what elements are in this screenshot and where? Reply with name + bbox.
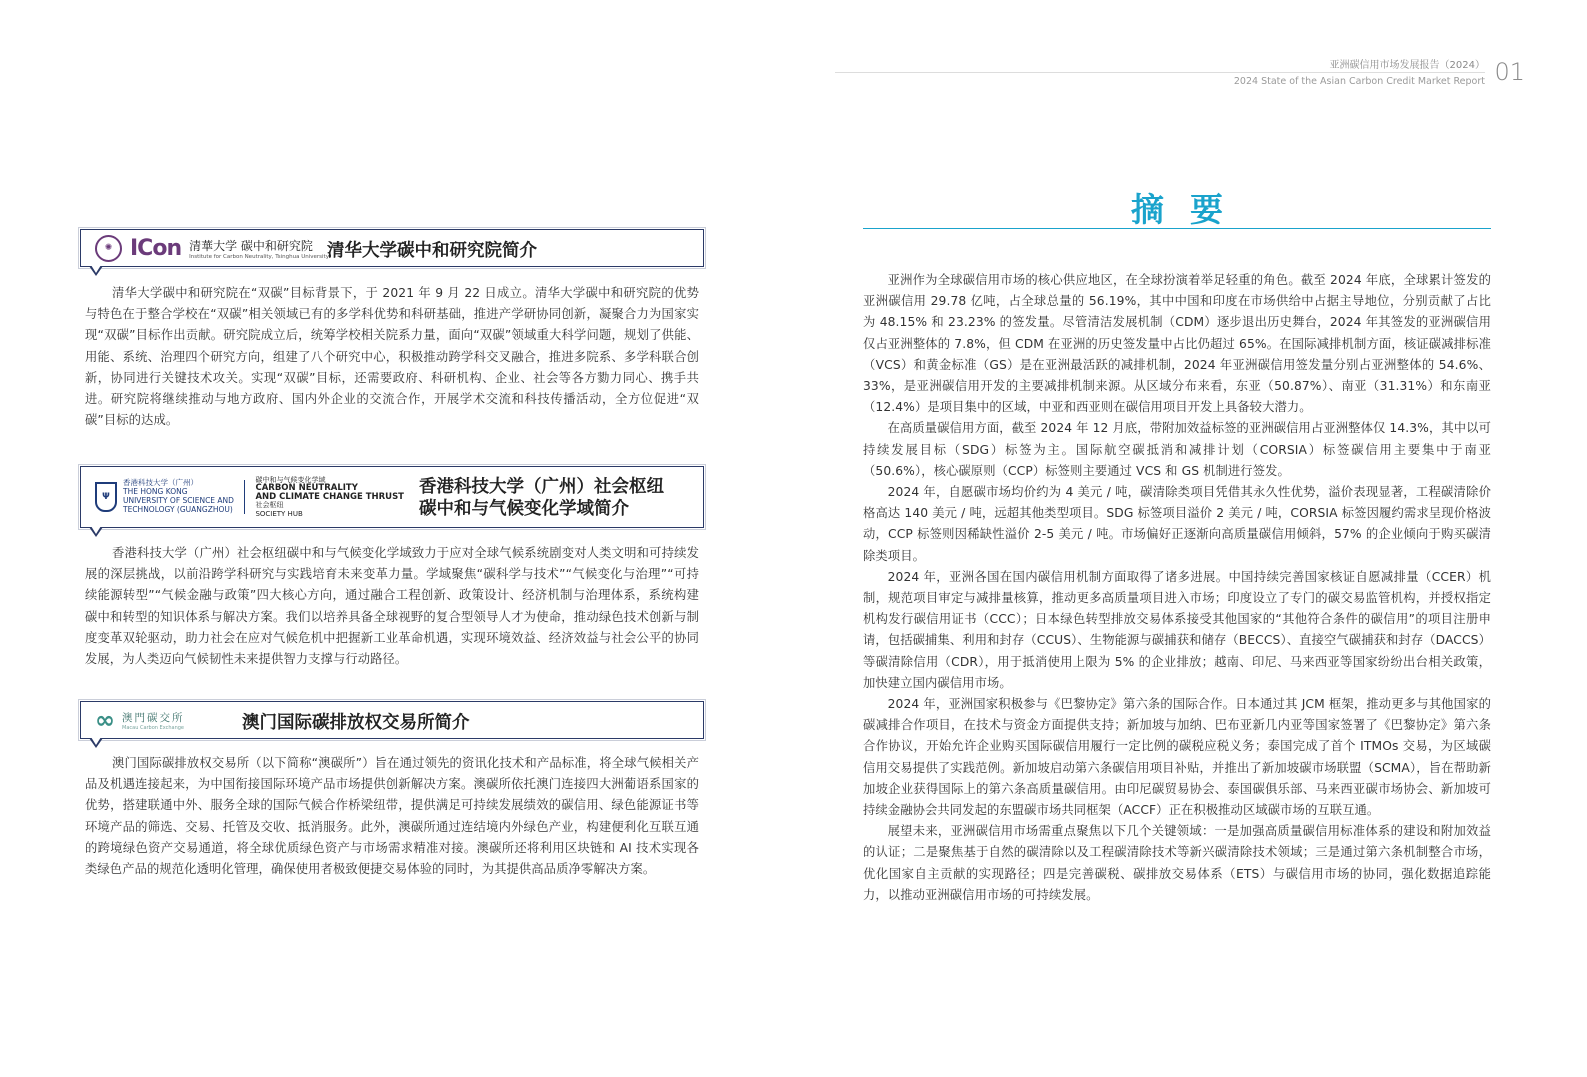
header-rule	[835, 72, 1485, 73]
hkust-title-line2: 碳中和与气候变化学域简介	[419, 499, 629, 519]
summary-paragraph: 2024 年，亚洲国家积极参与《巴黎协定》第六条的国际合作。日本通过其 JCM 框架，推动更多与其他国家的碳减排合作项目，在技术与资金方面提供支持；新加坡与加纳、巴布亚新几内亚等国家签署了《巴黎协定》第六条合作协议，开始允许企业购买国际碳信用履行一定比例的碳税应税义务；泰国完成了首个 ITMOs 交易，为区域碳信用交易提供了实践范例。新加坡启动第六条碳信用项目补贴，并推出了新加坡碳市场联盟（SCMA），旨在帮助新加坡企业获得国际上的第六条高质量碳信用。由印尼碳贸易协会、泰国碳俱乐部、马来西亚碳市场协会、新加坡可持续金融协会共同发起的东盟碳市场共同框架（ACCF）正在积极推动区域碳市场的互联互通。	[863, 697, 1491, 818]
summary-paragraph: 在高质量碳信用方面，截至 2024 年 12 月底，带附加效益标签的亚洲碳信用占亚洲整体仅 14.3%，其中以可持续发展目标（SDG）标签为主。国际航空碳抵消和减排计划（CORSIA）标签碳信用主要集中于南亚（50.6%），核心碳原则（CCP）标签则主要通过 VCS 和 GS 机制进行签发。	[863, 421, 1491, 478]
title-box-notch	[89, 266, 103, 276]
tsinghua-title: 清华大学碳中和研究院简介	[327, 241, 537, 261]
thrust-line: 社会枢纽	[255, 501, 284, 510]
summary-paragraph: 展望未来，亚洲碳信用市场需重点聚焦以下几个关键领域：一是加强高质量碳信用标准体系的建设和附加效益的认证；二是聚焦基于自然的碳清除以及工程碳清除技术等新兴碳清除技术领域；三是通过第六条机制整合市场，优化国家自主贡献的实现路径；四是完善碳税、碳排放交易体系（ETS）与碳信用市场的协同，强化数据追踪能力，以推动亚洲碳信用市场的可持续发展。	[863, 824, 1491, 902]
macau-logo	[95, 702, 185, 738]
logo-divider	[244, 480, 246, 514]
title-box-notch	[89, 738, 103, 748]
macau-logo-cn: 澳門碳交所	[122, 711, 185, 724]
tsinghua-body: 清华大学碳中和研究院在“双碳”目标背景下，于 2021 年 9 月 22 日成立。清华大学碳中和研究院的优势与特色在于整合学校在“双碳”相关领域已有的多学科优势和科研基础，推进产学研协同创新，凝聚合力为国家实现“双碳”目标作出贡献。研究院成立后，统筹学校相关院系力量，面向“双碳”领域重大科学问题，规划了供能、用能、系统、治理四个研究方向，组建了八个研究中心，积极推动跨学科交叉融合，推进多院系、多学科联合创新，协同进行关键技术攻关。实现“双碳”目标，还需要政府、科研机构、企业、社会等各方勠力同心、携手共进。研究院将继续推动与地方政府、国内外企业的交流合作，开展学术交流和科技传播活动，全方位促进“双碳”目标的达成。	[85, 286, 699, 428]
thrust-line: SOCIETY HUB	[255, 509, 303, 518]
summary-title: 摘要	[1131, 190, 1249, 229]
hkust-body: 香港科技大学（广州）社会枢纽碳中和与气候变化学域致力于应对全球气候系统剧变对人类文明和可持续发展的深层挑战，以前沿跨学科研究与实践培育未来变革力量。学域聚焦“碳科学与技术”“气候变化与治理”“可持续能源转型”“气候金融与政策”四大核心方向，通过融合工程创新、政策设计、经济机制与治理体系，系统构建碳中和转型的知识体系与解决方案。我们以培养具备全球视野的复合型领导人才为使命，推动绿色技术创新与制度变革双轮驱动，助力社会在应对气候危机中把握新工业革命机遇，实现环境效益、经济效益与社会公平的协同发展，为人类迈向气候韧性未来提供智力支撑与行动路径。	[85, 546, 699, 667]
tsinghua-logo	[95, 230, 329, 266]
macau-logo-en: Macau Carbon Exchange	[122, 724, 184, 731]
summary-paragraph: 2024 年，亚洲各国在国内碳信用机制方面取得了诸多进展。中国持续完善国家核证自愿减排量（CCER）机制，规范项目审定与减排量核算，推动更多高质量项目进入市场；印度设立了专门的碳交易监管机构，并授权指定机构发行碳信用证书（CCC）；日本绿色转型排放交易体系接受其他国家的“其他符合条件的碳信用”的项目注册申请，包括碳捕集、利用和封存（CCUS）、生物能源与碳捕获和储存（BECCS）、直接空气碳捕获和封存（DACCS）等碳清除信用（CDR），用于抵消使用上限为 5% 的企业排放；越南、印尼、马来西亚等国家纷纷出台相关政策，加快建立国内碳信用市场。	[863, 569, 1491, 690]
hkust-crest-icon: Ψ	[95, 482, 117, 512]
hkust-logo-line: TECHNOLOGY (GUANGZHOU)	[123, 504, 233, 514]
hkust-logo-line: THE HONG KONG	[123, 487, 188, 497]
hkust-title	[419, 476, 664, 520]
thrust-line: CARBON NEUTRALITY	[255, 483, 358, 494]
macau-title-box	[80, 701, 704, 739]
hkust-logo-line: 香港科技大学（广州）	[123, 478, 198, 488]
hkust-title-line1: 香港科技大学（广州）社会枢纽	[419, 477, 664, 497]
title-box-notch	[89, 527, 103, 537]
icon-wordmark: ICon	[130, 235, 182, 261]
tsinghua-logo-en: Institute for Carbon Neutrality, Tsinghua University	[189, 253, 329, 260]
summary-paragraph: 2024 年，自愿碳市场均价约为 4 美元 / 吨，碳清除类项目凭借其永久性优势，溢价表现显著，工程碳清除价格高达 140 美元 / 吨，远超其他类型项目。SDG 标签项目溢价 2 美元 / 吨，CORSIA 标签因履约需求呈现价格波动，CCP 标签则因稀缺性溢价 2-5 美元 / 吨。市场偏好正逐渐向高质量碳信用倾斜，57% 的企业倾向于购买碳清除类项目。	[863, 485, 1491, 563]
macau-body: 澳门国际碳排放权交易所（以下简称“澳碳所”）旨在通过领先的资讯化技术和产品标准，将全球气候相关产品及机遇连接起来，为中国衔接国际环境产品市场提供创新解决方案。澳碳所依托澳门连接四大洲葡语系国家的优势，搭建联通中外、服务全球的国际气候合作桥梁纽带，提供满足可持续发展绩效的碳信用、绿色能源证书等环境产品的筛选、交易、托管及交收、抵消服务。此外，澳碳所通过连结境内外绿色产业，构建便利化互联互通的跨境绿色资产交易通道，将全球优质绿色资产与市场需求精准对接。澳碳所还将利用区块链和 AI 技术实现各类绿色产品的规范化透明化管理，确保使用者极致便捷交易体验的同时，为其提供高品质净零解决方案。	[85, 756, 699, 877]
page-header	[835, 56, 1575, 96]
report-title-en: 2024 State of the Asian Carbon Credit Market Report	[1233, 76, 1485, 87]
thrust-line: 碳中和与气候变化学域	[255, 475, 326, 484]
page-number: 01	[1494, 58, 1525, 86]
thrust-line: AND CLIMATE CHANGE THRUST	[255, 491, 404, 502]
hkust-logo-line: UNIVERSITY OF SCIENCE AND	[123, 496, 234, 505]
summary-body	[863, 270, 1491, 906]
hkust-logo	[95, 467, 404, 527]
tsinghua-title-box	[80, 229, 704, 267]
macau-infinity-icon: ∞	[95, 706, 112, 734]
hkust-title-box	[80, 466, 704, 528]
tsinghua-logo-cn: 清華大学 碳中和研究院	[189, 238, 313, 253]
tsinghua-seal-icon: ✺	[95, 235, 122, 262]
summary-paragraph: 亚洲作为全球碳信用市场的核心供应地区，在全球扮演着举足轻重的角色。截至 2024 年底，全球累计签发的亚洲碳信用 29.78 亿吨，占全球总量的 56.19%，其中中国和印度在市场供给中占据主导地位，分别贡献了占比为 48.15% 和 23.23% 的签发量。尽管清洁发展机制（CDM）逐步退出历史舞台，2024 年其签发的亚洲碳信用仅占亚洲整体的 7.8%，但 CDM 在亚洲的历史签发量中占比仍超过 65%。在国际减排机制方面，核证碳减排标准（VCS）和黄金标准（GS）是在亚洲最活跃的减排机制，2024 年亚洲碳信用签发量分别占亚洲整体的 54.6%、33%，是亚洲碳信用开发的主要减排机制来源。从区域分布来看，东亚（50.87%）、南亚（31.31%）和东南亚（12.4%）是项目集中的区域，中亚和西亚则在碳信用项目开发上具备较大潜力。	[863, 273, 1491, 415]
report-title-cn: 亚洲碳信用市场发展报告（2024）	[1329, 60, 1485, 71]
macau-title: 澳门国际碳排放权交易所简介	[242, 713, 470, 733]
summary-title-rule	[863, 228, 1491, 229]
